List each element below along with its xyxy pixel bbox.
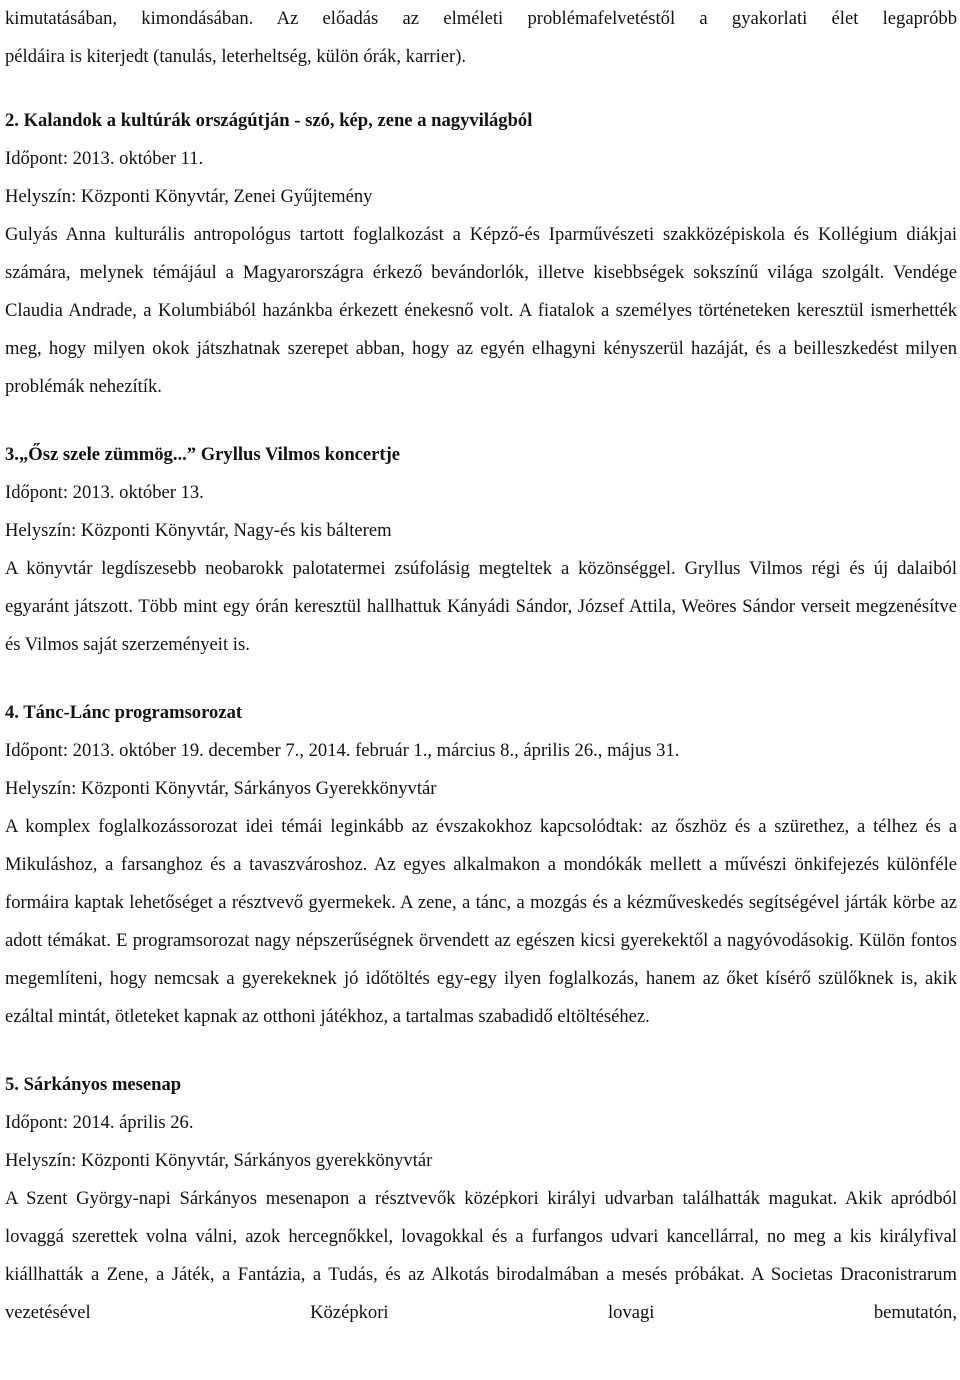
section-date: Időpont: 2013. október 19. december 7., 2014. február 1., március 8., április 26., május 31. bbox=[5, 740, 680, 761]
section-2 bbox=[5, 102, 957, 406]
section-heading: 5. Sárkányos mesenap bbox=[5, 1074, 182, 1095]
section-date: Időpont: 2014. április 26. bbox=[5, 1112, 194, 1133]
section-date: Időpont: 2013. október 13. bbox=[5, 482, 204, 503]
section-body: A könyvtár legdíszesebb neobarokk palotatermei zsúfolásig megteltek a közönséggel. Gryllus Vilmos régi és új dalaiból egyaránt játszott. Több mint egy órán keresztül hallhattuk Kányádi Sándor, József Attila, Weöres Sándor verseit megzenésítve és Vilmos saját szerzeményeit is. bbox=[5, 558, 957, 655]
section-body: A Szent György-napi Sárkányos mesenapon a résztvevők középkori királyi udvarban találhatták magukat. Akik apródból lovaggá szerettek volna válni, azok hercegnőkkel, lovagokkal és a furfangos udvari kancellárral, no meg a kis királyfival kiállhatták a Zene, a Játék, a Fantázia, a Tudás, és az Alkotás birodalmában a mesés próbákat. A Societas Draconistrarum vezetésével Középkori lovagi bemutatón, bbox=[5, 1188, 957, 1323]
document-page bbox=[5, 0, 957, 1332]
section-heading: 2. Kalandok a kultúrák országútján - szó, kép, zene a nagyvilágból bbox=[5, 110, 533, 131]
intro-line-1: kimutatásában, kimondásában. Az előadás az elméleti problémafelvetéstől a gyakorlati élet legapróbb bbox=[5, 8, 957, 29]
section-4 bbox=[5, 694, 957, 1036]
section-heading: 3.„Ősz szele zümmög...” Gryllus Vilmos koncertje bbox=[5, 444, 401, 465]
section-body: A komplex foglalkozássorozat idei témái leginkább az évszakokhoz kapcsolódtak: az őszhöz és a szürethez, a télhez és a Mikuláshoz, a farsanghoz és a tavaszvároshoz. Az egyes alkalmakon a mondókák mellett a művészi önkifejezés különféle formáira kaptak lehetőséget a résztvevő gyermekek. A zene, a tánc, a mozgás és a kézműveskedés segítségével járták körbe az adott témákat. E programsorozat nagy népszerűségnek örvendett az egészen kicsi gyerekektől a nagyóvodásokig. Külön fontos megemlíteni, hogy nemcsak a gyerekeknek jó időtöltés egy-egy ilyen foglalkozás, hanem az őket kísérő szülőknek is, akik ezáltal mintát, ötleteket kapnak az otthoni játékhoz, a tartalmas szabadidő eltöltéséhez. bbox=[5, 816, 957, 1027]
section-3 bbox=[5, 436, 957, 664]
intro-line-2: példáira is kiterjedt (tanulás, leterheltség, külön órák, karrier). bbox=[5, 46, 467, 67]
section-5 bbox=[5, 1066, 957, 1332]
section-body: Gulyás Anna kulturális antropológus tartott foglalkozást a Képző-és Iparművészeti szakközépiskola és Kollégium diákjai számára, melynek témájául a Magyarországra érkező bevándorlók, illetve kisebbségek sokszínű világa szolgált. Vendége Claudia Andrade, a Kolumbiából hazánkba érkezett énekesnő volt. A fiatalok a személyes történeteken keresztül ismerhették meg, hogy milyen okok játszhatnak szerepet abban, hogy az egyén elhagyni kényszerül hazáját, és a beilleszkedést milyen problémák nehezítík. bbox=[5, 224, 957, 397]
intro-paragraph bbox=[5, 0, 957, 76]
section-heading: 4. Tánc-Lánc programsorozat bbox=[5, 702, 243, 723]
section-venue: Helyszín: Központi Könyvtár, Sárkányos gyerekkönyvtár bbox=[5, 1150, 433, 1171]
section-venue: Helyszín: Központi Könyvtár, Sárkányos Gyerekkönyvtár bbox=[5, 778, 437, 799]
section-venue: Helyszín: Központi Könyvtár, Nagy-és kis bálterem bbox=[5, 520, 392, 541]
section-date: Időpont: 2013. október 11. bbox=[5, 148, 204, 169]
section-venue: Helyszín: Központi Könyvtár, Zenei Gyűjtemény bbox=[5, 186, 373, 207]
